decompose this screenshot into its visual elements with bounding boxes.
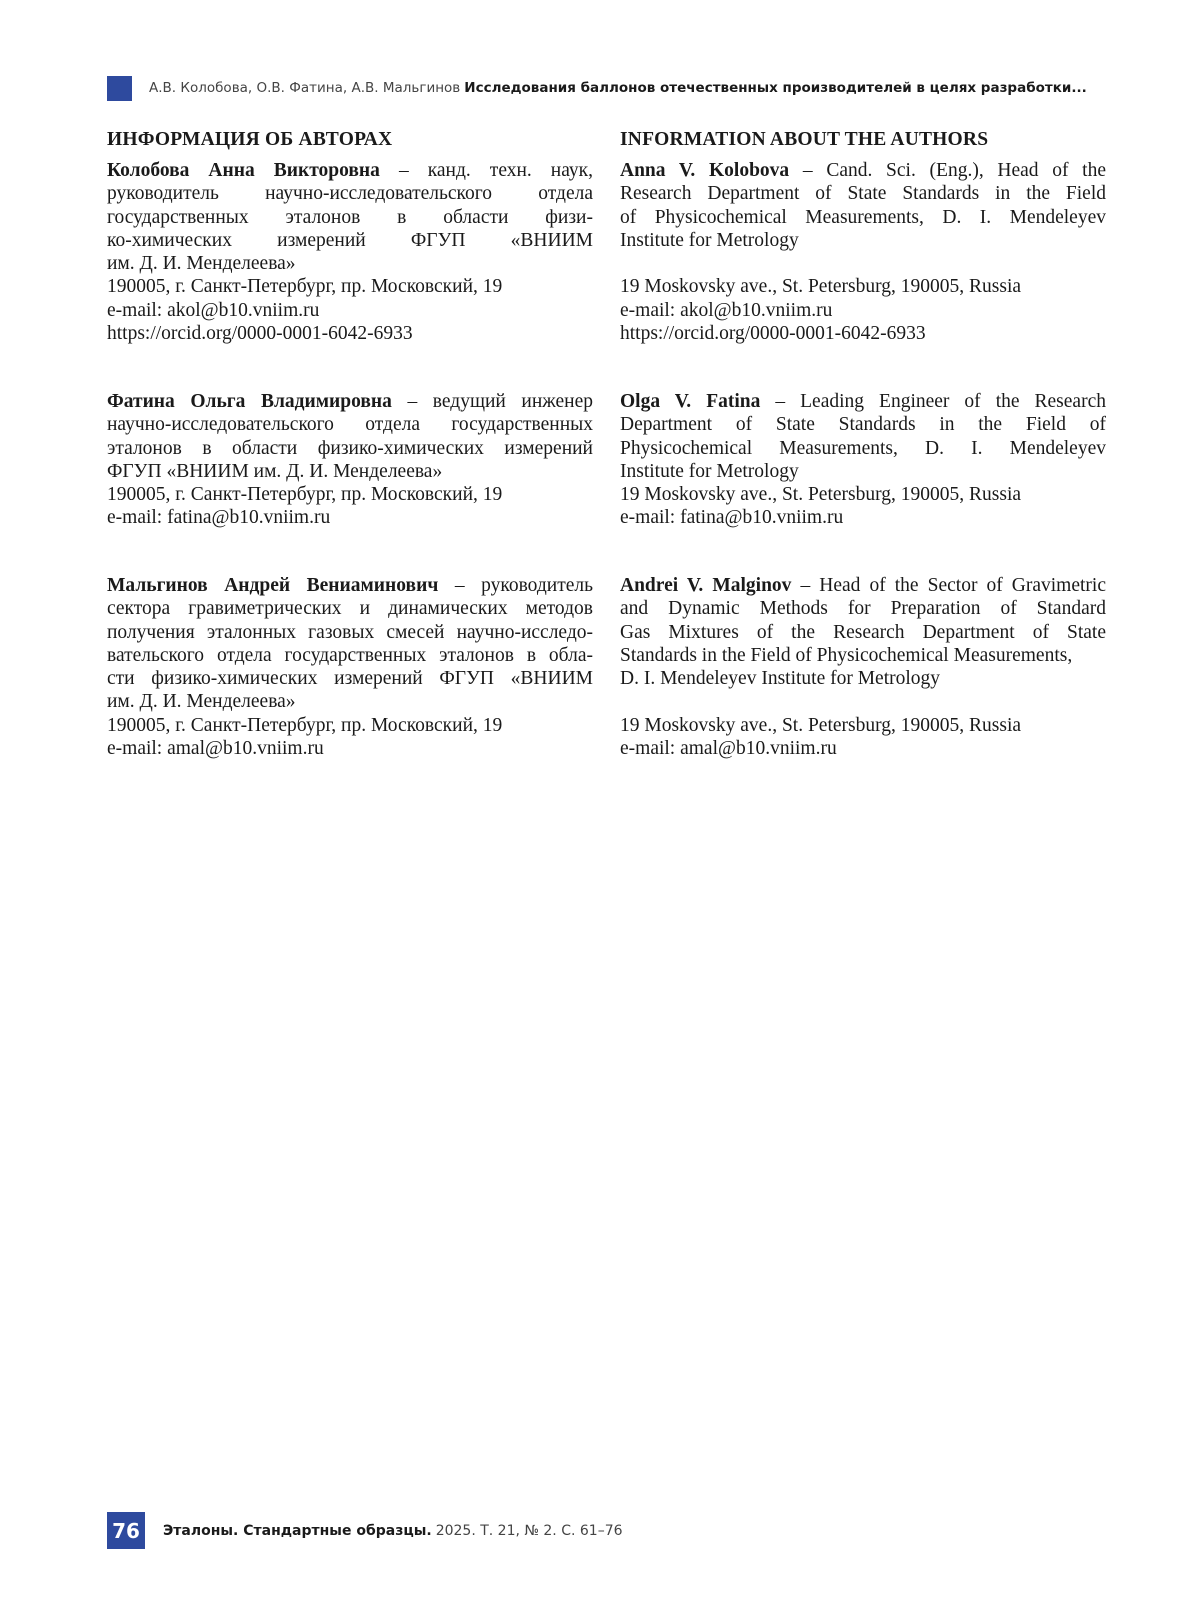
bio-line: им. Д. И. Менделеева» [107,253,296,275]
author-info [620,390,1106,530]
author-block-en-1 [620,159,1106,345]
bio-line: сти физико-химических измерений ФГУП «ВНИИМ [107,668,593,690]
author-name: Мальгинов Андрей Вениаминович [107,575,439,596]
first-line [620,159,1106,182]
author-name: Колобова Анна Викторовна [107,160,380,181]
page-number: 76 [107,1512,145,1549]
bio-line: Standards in the Field of Physicochemical Measurements, [620,644,1073,666]
running-header [107,75,1107,101]
author-name: Andrei V. Malginov [620,575,792,596]
author-block-ru-3 [107,574,593,760]
bio-line: сектора гравиметрических и динамических методов [107,598,593,620]
author-name: Olga V. Fatina [620,391,761,412]
first-line [620,390,1106,413]
section-heading-en: INFORMATION ABOUT THE AUTHORS [620,129,989,150]
first-line [107,390,593,413]
issue-info: 2025. Т. 21, № 2. С. 61–76 [435,1522,623,1539]
email-link[interactable]: e-mail: amal@b10.vniim.ru [620,738,837,760]
author-name: Фатина Ольга Владимировна [107,391,392,412]
bio-line: им. Д. И. Менделеева» [107,691,296,713]
spacer [620,690,1106,713]
bio-line: вательского отдела государственных эталонов в обла- [107,644,593,666]
bio-line: научно-исследовательского отдела государственных [107,414,593,436]
journal-name: Эталоны. Стандартные образцы. [163,1522,432,1539]
author-block-en-3 [620,574,1106,760]
author-info [107,574,593,760]
bio-line: Department of State Standards in the Field of [620,414,1106,436]
bio-text: – ведущий инженер [391,391,593,412]
bio-line: ФГУП «ВНИИМ им. Д. И. Менделеева» [107,460,443,482]
author-name: Anna V. Kolobova [620,160,790,181]
address: 19 Moskovsky ave., St. Petersburg, 190005, Russia [620,714,1022,736]
bio-text: – Head of the Sector of Gravimetric [791,575,1106,596]
address: 190005, г. Санкт-Петербург, пр. Московский, 19 [107,276,503,298]
column-english [620,128,1106,760]
page-footer [107,1512,623,1549]
author-info [620,574,1106,760]
orcid-link[interactable]: https://orcid.org/0000-0001-6042-6933 [107,323,413,345]
email-link[interactable]: e-mail: akol@b10.vniim.ru [620,299,833,321]
bio-line: Institute for Metrology [620,229,799,251]
bio-line: ко-химических измерений ФГУП «ВНИИМ [107,229,593,251]
bio-line: Gas Mixtures of the Research Department of State [620,621,1106,643]
bio-text: – Cand. Sci. (Eng.), Head of the [789,160,1106,181]
author-info [620,159,1106,345]
bio-line: D. I. Mendeleyev Institute for Metrology [620,668,941,690]
bio-text: – Leading Engineer of the Research [760,391,1106,412]
first-line [620,574,1106,597]
accent-square [107,76,132,101]
first-line [107,574,593,597]
bio-line: and Dynamic Methods for Preparation of Standard [620,598,1106,620]
bio-line: Physicochemical Measurements, D. I. Mendeleyev [620,437,1106,459]
bio-line: государственных эталонов в области физи- [107,206,593,228]
author-info [107,159,593,345]
email-link[interactable]: e-mail: amal@b10.vniim.ru [107,738,324,760]
bio-line: получения эталонных газовых смесей научно-исследо- [107,621,593,643]
bio-line: Research Department of State Standards in the Field [620,183,1106,205]
bio-line: of Physicochemical Measurements, D. I. Mendeleyev [620,206,1106,228]
bio-line: эталонов в области физико-химических измерений [107,437,593,459]
bio-line: Institute for Metrology [620,460,799,482]
author-info [107,390,593,530]
author-block-ru-1 [107,159,593,345]
address: 190005, г. Санкт-Петербург, пр. Московский, 19 [107,484,503,506]
spacer [620,252,1106,275]
author-block-ru-2 [107,390,593,530]
address: 190005, г. Санкт-Петербург, пр. Московский, 19 [107,714,503,736]
bio-text: – руководитель [438,575,593,596]
address: 19 Moskovsky ave., St. Petersburg, 190005, Russia [620,484,1022,506]
email-link[interactable]: e-mail: fatina@b10.vniim.ru [107,507,331,529]
bio-text: – канд. техн. наук, [379,160,594,181]
email-link[interactable]: e-mail: fatina@b10.vniim.ru [620,507,844,529]
column-russian [107,128,594,760]
orcid-link[interactable]: https://orcid.org/0000-0001-6042-6933 [620,323,926,345]
email-link[interactable]: e-mail: akol@b10.vniim.ru [107,299,320,321]
header-title: Исследования баллонов отечественных производителей в целях разработки... [464,80,1087,96]
author-block-en-2 [620,390,1106,530]
first-line [107,159,593,182]
section-heading-ru: ИНФОРМАЦИЯ ОБ АВТОРАХ [107,129,393,150]
bio-line: руководитель научно-исследовательского отдела [107,183,593,205]
header-authors: А.В. Колобова, О.В. Фатина, А.В. Мальгинов [149,80,461,96]
address: 19 Moskovsky ave., St. Petersburg, 190005, Russia [620,276,1022,298]
